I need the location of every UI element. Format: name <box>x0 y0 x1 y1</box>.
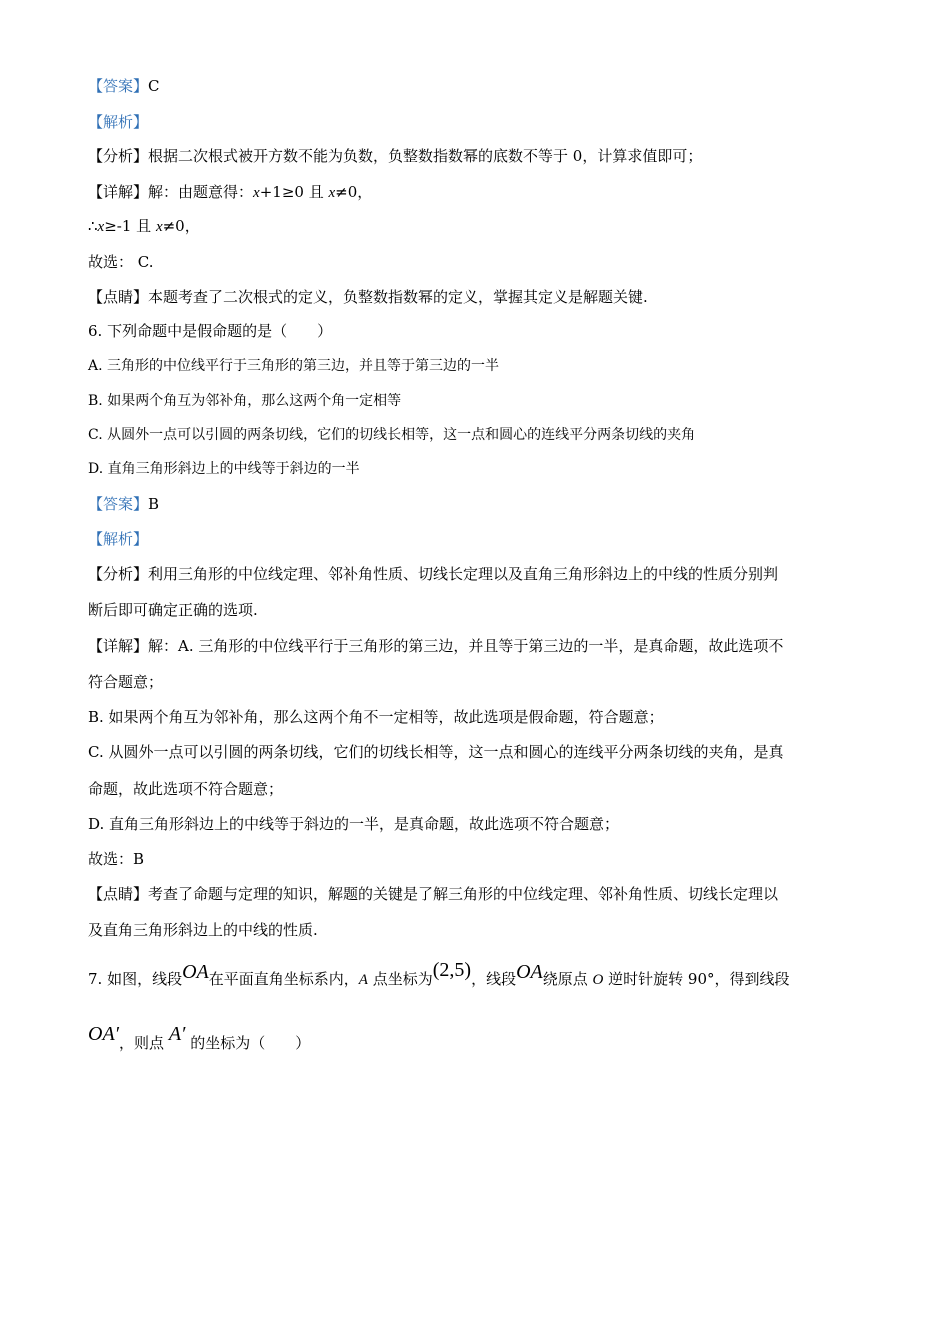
detail-tag: 【详解】 <box>88 637 149 655</box>
q6-option-b: B. 如果两个角互为邻补角，那么这两个角一定相等 <box>88 393 402 409</box>
q6-detail-line-2: 符合题意； <box>88 673 164 691</box>
var-x: x <box>155 219 163 235</box>
fenxi-tag: 【分析】 <box>88 147 149 165</box>
q7-text: 7. 如图，线段 <box>88 970 183 988</box>
q5-fenxi: 根据二次根式被开方数不能为负数，负整数指数幂的底数不等于 0，计算求值即可； <box>148 147 703 165</box>
q6-detail-line-6: D. 直角三角形斜边上的中线等于斜边的一半，是真命题，故此选项不符合题意； <box>88 815 620 833</box>
q7-text: 点坐标为 <box>367 970 433 988</box>
q7-text: 逆时针旋转 90°，得到线段 <box>603 970 790 988</box>
q6-fenxi-text: 利用三角形的中位线定理、邻补角性质、切线长定理以及直角三角形斜边上的中线的性质分别判 <box>148 565 779 583</box>
var-x: x <box>328 185 336 201</box>
detail-tag: 【详解】 <box>88 183 149 201</box>
comment-tag: 【点睛】 <box>88 885 149 903</box>
q5-comment-line <box>88 287 648 307</box>
q7-stem-line-1 <box>88 959 790 994</box>
fenxi-tag: 【分析】 <box>88 565 149 583</box>
q6-fenxi-line-2: 断后即可确定正确的选项. <box>88 601 258 619</box>
q6-option-d: D. 直角三角形斜边上的中线等于斜边的一半 <box>88 461 360 477</box>
answer-tag: 【答案】 <box>88 77 149 95</box>
q5-analysis-line <box>88 112 148 132</box>
q5-detail-text: ≠0， <box>335 183 373 201</box>
q6-choose-line: 故选：B <box>88 850 145 868</box>
answer-tag: 【答案】 <box>88 495 149 513</box>
q5-therefore-text: ≥-1 且 <box>104 217 156 235</box>
q5-answer: C <box>148 77 160 95</box>
q5-detail-line <box>88 182 372 203</box>
q6-option-a: A. 三角形的中位线平行于三角形的第三边，并且等于第三边的一半 <box>88 358 500 374</box>
q6-answer-line <box>88 494 159 514</box>
q7-text: ，则点 <box>119 1034 169 1052</box>
math-oa: OA <box>516 961 543 983</box>
q6-stem: 6. 下列命题中是假命题的是（ ） <box>88 322 333 340</box>
q6-analysis-line <box>88 529 148 549</box>
var-x: x <box>97 219 105 235</box>
q7-text: 绕原点 <box>542 970 593 988</box>
q6-detail-line-3: B. 如果两个角互为邻补角，那么这两个角不一定相等，故此选项是假命题，符合题意； <box>88 708 664 726</box>
q6-comment-line-2: 及直角三角形斜边上的中线的性质. <box>88 921 318 939</box>
q5-therefore-line <box>88 216 200 237</box>
q5-answer-line <box>88 76 160 96</box>
q7-text: 在平面直角坐标系内， <box>208 970 359 988</box>
q5-detail-text: 解：由题意得： <box>148 183 254 201</box>
q6-comment-text: 考查了命题与定理的知识，解题的关键是了解三角形的中位线定理、邻补角性质、切线长定理以 <box>148 885 779 903</box>
var-o: O <box>592 972 604 988</box>
q6-detail-line-1 <box>88 636 783 656</box>
q5-comment: 本题考查了二次根式的定义，负整数指数幂的定义，掌握其定义是解题关键. <box>148 288 648 306</box>
math-oa-prime: OA′ <box>88 1023 120 1045</box>
q7-text: ，线段 <box>471 970 517 988</box>
q6-detail-text: 解：A. 三角形的中位线平行于三角形的第三边，并且等于第三边的一半，是真命题，故此选项不 <box>148 637 784 655</box>
math-oa: OA <box>182 961 209 983</box>
q5-choose-line: 故选： C. <box>88 253 154 271</box>
var-x: x <box>253 185 260 201</box>
analysis-tag: 【解析】 <box>88 113 149 131</box>
var-a: A <box>358 972 368 988</box>
q6-fenxi-line-1 <box>88 564 778 584</box>
math-a-prime: A′ <box>168 1023 186 1045</box>
q6-comment-line-1 <box>88 884 778 904</box>
q6-detail-line-5: 命题，故此选项不符合题意； <box>88 780 284 798</box>
q5-detail-text: +1≥0 且 <box>259 183 329 201</box>
comment-tag: 【点睛】 <box>88 288 149 306</box>
therefore-symbol: ∴ <box>88 217 98 235</box>
analysis-tag: 【解析】 <box>88 530 149 548</box>
q6-option-c: C. 从圆外一点可以引圆的两条切线，它们的切线长相等，这一点和圆心的连线平分两条切线的夹角 <box>88 427 696 443</box>
q6-detail-line-4: C. 从圆外一点可以引圆的两条切线，它们的切线长相等，这一点和圆心的连线平分两条切线的夹角，是真 <box>88 743 784 761</box>
math-coordinate: (2,5) <box>432 959 472 981</box>
q6-answer: B <box>148 495 160 513</box>
q5-therefore-text: ≠0， <box>162 217 200 235</box>
q7-text: 的坐标为（ ） <box>185 1034 311 1052</box>
q7-stem-line-2 <box>88 1023 311 1057</box>
q5-fenxi-line <box>88 146 702 166</box>
